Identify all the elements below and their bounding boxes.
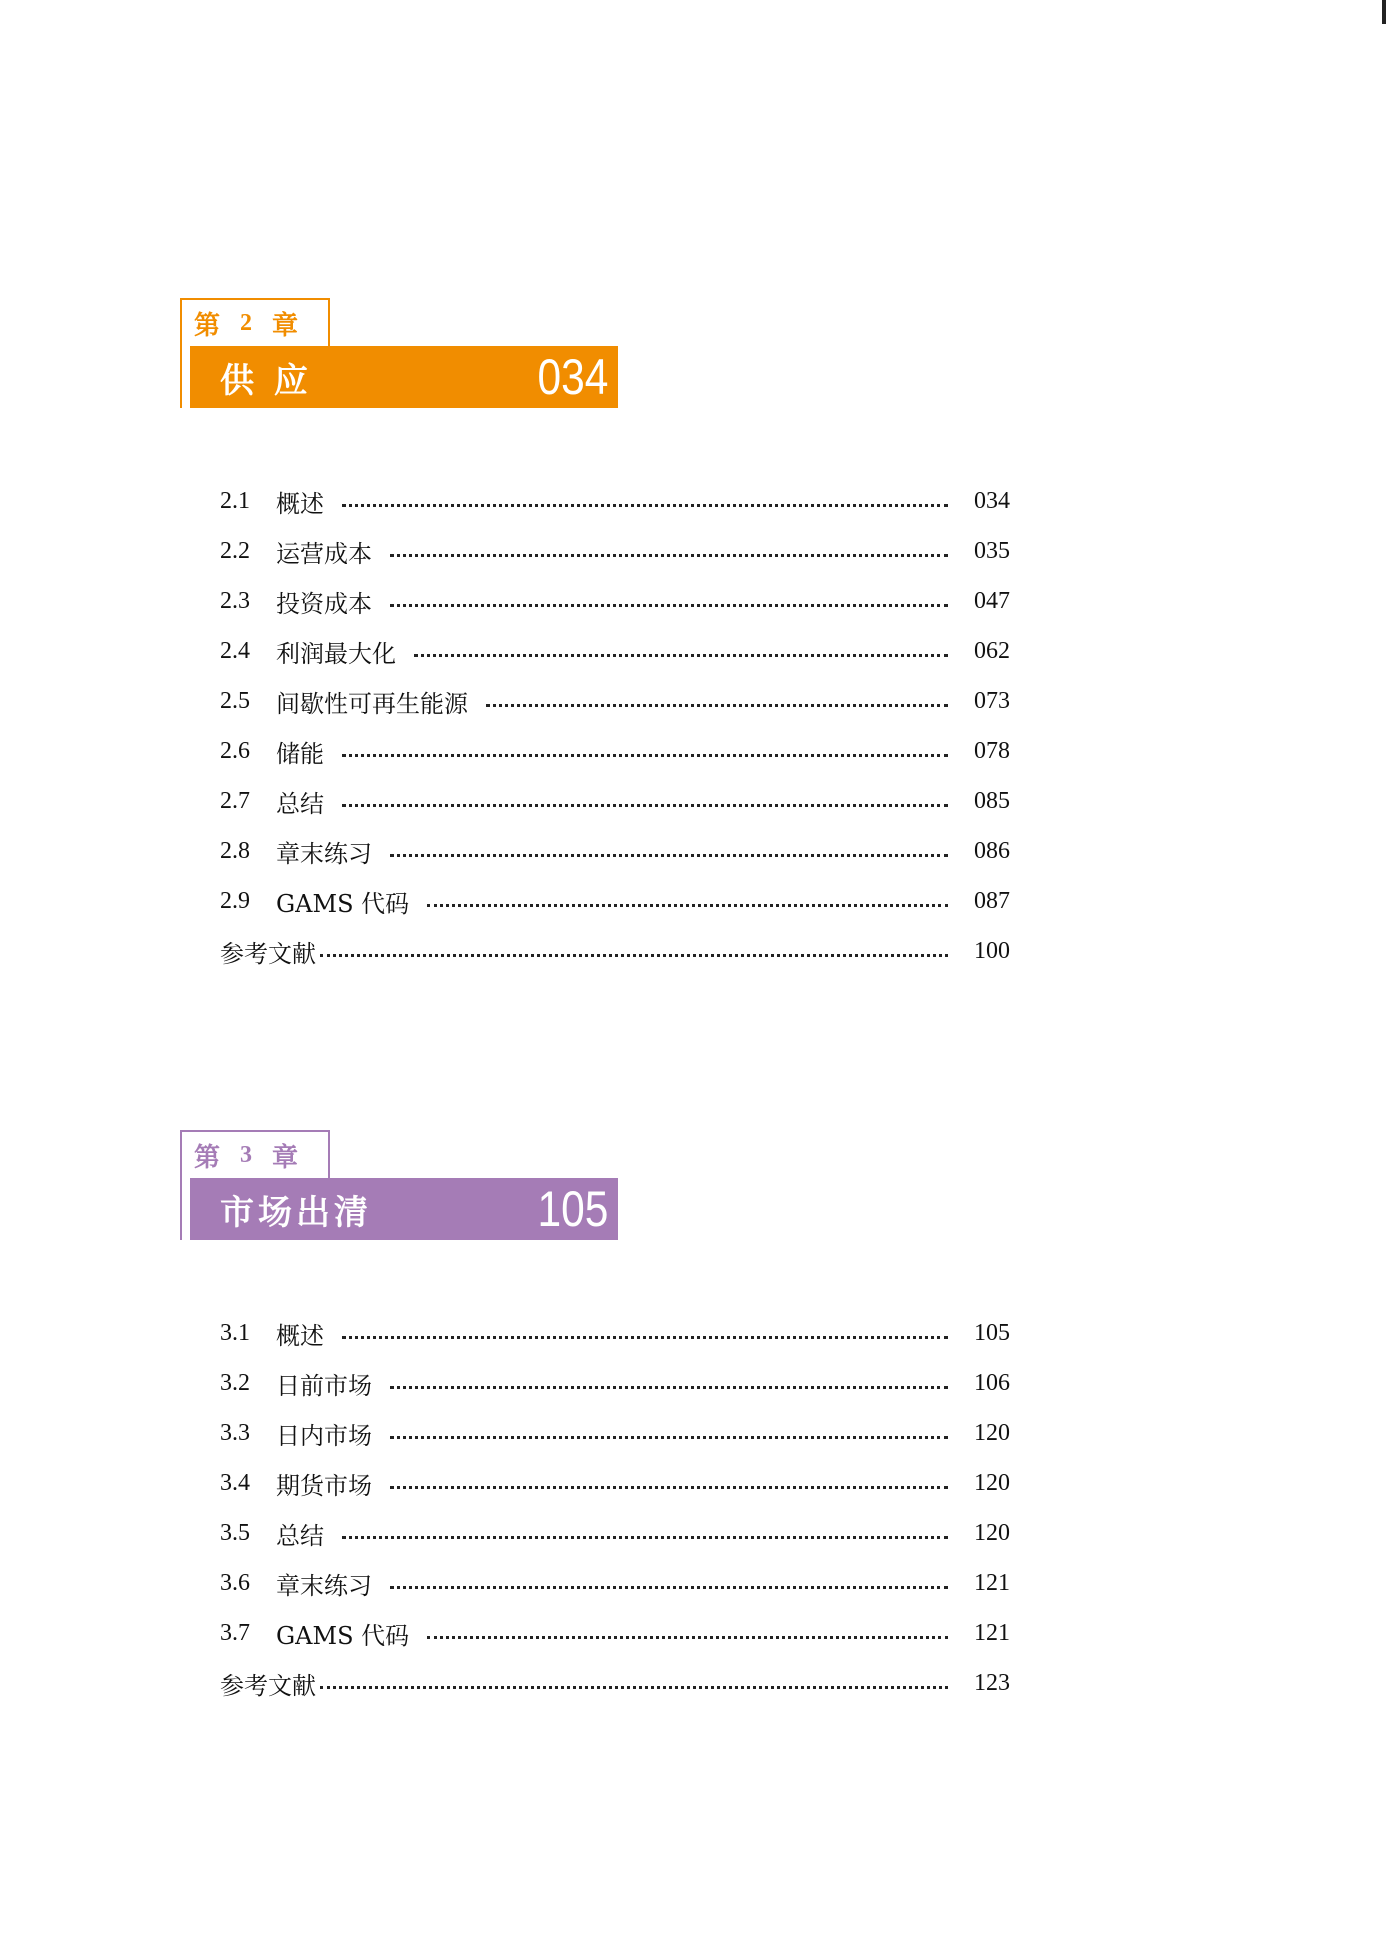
chapter-bar-corner [180, 1178, 190, 1240]
toc-entry[interactable] [220, 576, 1010, 626]
toc-entry-page: 121 [974, 1619, 1010, 1646]
toc-entry-page: 120 [974, 1419, 1010, 1446]
toc-entry[interactable] [220, 726, 1010, 776]
toc-entry[interactable] [220, 1408, 1010, 1458]
toc-entry-page: 062 [974, 637, 1010, 664]
chapter-label-number: 2 [240, 309, 255, 336]
chapter-3-toc [220, 1308, 1010, 1708]
toc-entry-page: 120 [974, 1519, 1010, 1546]
toc-entry[interactable] [220, 1608, 1010, 1658]
chapter-2-toc [220, 476, 1010, 976]
toc-entry-title: GAMS 代码 [276, 1621, 410, 1650]
chapter-title-bar [190, 1178, 618, 1240]
toc-entry[interactable] [220, 1458, 1010, 1508]
chapter-label-number: 3 [240, 1141, 255, 1168]
toc-entry-title: 日前市场 [276, 1371, 372, 1400]
toc-entry[interactable] [220, 1358, 1010, 1408]
toc-entry-number: 2.3 [220, 587, 250, 614]
toc-entry-title: 间歇性可再生能源 [276, 689, 468, 718]
toc-entry[interactable] [220, 526, 1010, 576]
toc-entry-number: 3.7 [220, 1619, 250, 1646]
toc-leader-dots [390, 604, 948, 607]
toc-entry-title: 概述 [276, 1321, 324, 1350]
toc-leader-dots [390, 1436, 948, 1439]
toc-leader-dots [342, 1336, 948, 1339]
toc-leader-dots [342, 804, 948, 807]
toc-entry-title: 利润最大化 [276, 639, 396, 668]
toc-entry[interactable] [220, 826, 1010, 876]
chapter-label-prefix: 第 [194, 310, 223, 341]
toc-entry-page: 034 [974, 487, 1010, 514]
toc-entry[interactable] [220, 476, 1010, 526]
toc-entry-number: 2.8 [220, 837, 250, 864]
toc-leader-dots [390, 1386, 948, 1389]
toc-leader-dots [342, 1536, 948, 1539]
toc-entry-page: 073 [974, 687, 1010, 714]
toc-entry-title: 章末练习 [276, 839, 372, 868]
chapter-title: 供 应 [220, 360, 312, 401]
chapter-page-number: 034 [537, 349, 608, 405]
toc-entry-page: 105 [974, 1319, 1010, 1346]
chapter-label [180, 1130, 330, 1178]
chapter-label [180, 298, 330, 346]
toc-references-title: 参考文献 [220, 1671, 316, 1700]
toc-entry-title: 运营成本 [276, 539, 372, 568]
toc-entry-number: 3.3 [220, 1419, 250, 1446]
toc-references-page: 123 [974, 1669, 1010, 1696]
toc-references[interactable] [220, 926, 1010, 976]
toc-leader-dots [320, 1686, 948, 1689]
toc-leader-dots [486, 704, 948, 707]
toc-leader-dots [427, 904, 948, 907]
toc-entry-page: 087 [974, 887, 1010, 914]
chapter-bar-corner [180, 346, 190, 408]
toc-leader-dots [390, 554, 948, 557]
toc-entry-page: 121 [974, 1569, 1010, 1596]
toc-entry[interactable] [220, 876, 1010, 926]
toc-entry-page: 085 [974, 787, 1010, 814]
toc-entry-number: 2.4 [220, 637, 250, 664]
toc-entry-title: 总结 [276, 1521, 324, 1550]
toc-references-title: 参考文献 [220, 939, 316, 968]
toc-entry-page: 106 [974, 1369, 1010, 1396]
toc-entry-page: 035 [974, 537, 1010, 564]
toc-leader-dots [390, 854, 948, 857]
toc-entry-page: 086 [974, 837, 1010, 864]
chapter-title-bar [190, 346, 618, 408]
toc-entry-title: 储能 [276, 739, 324, 768]
toc-entry-page: 078 [974, 737, 1010, 764]
toc-entry-number: 3.2 [220, 1369, 250, 1396]
toc-entry-title: 日内市场 [276, 1421, 372, 1450]
toc-entry-number: 2.2 [220, 537, 250, 564]
toc-leader-dots [390, 1586, 948, 1589]
toc-entry-number: 3.5 [220, 1519, 250, 1546]
toc-entry-title: 期货市场 [276, 1471, 372, 1500]
toc-leader-dots [427, 1636, 948, 1639]
toc-entry-title: 投资成本 [276, 589, 372, 618]
chapter-label-suffix: 章 [272, 1142, 301, 1173]
toc-entry-number: 2.9 [220, 887, 250, 914]
toc-leader-dots [320, 954, 948, 957]
toc-leader-dots [414, 654, 948, 657]
toc-entry-number: 3.4 [220, 1469, 250, 1496]
toc-entry[interactable] [220, 626, 1010, 676]
toc-entry[interactable] [220, 676, 1010, 726]
toc-references-page: 100 [974, 937, 1010, 964]
chapter-title: 市场出清 [220, 1192, 372, 1233]
toc-entry-number: 2.6 [220, 737, 250, 764]
toc-entry[interactable] [220, 1308, 1010, 1358]
toc-leader-dots [342, 504, 948, 507]
toc-entry-page: 120 [974, 1469, 1010, 1496]
toc-entry-title: 概述 [276, 489, 324, 518]
chapter-page-number: 105 [537, 1181, 608, 1237]
toc-entry-title: 总结 [276, 789, 324, 818]
toc-leader-dots [342, 754, 948, 757]
chapter-label-suffix: 章 [272, 310, 301, 341]
page-edge-mark [1382, 0, 1386, 24]
toc-entry-title: GAMS 代码 [276, 889, 410, 918]
toc-entry-number: 2.1 [220, 487, 250, 514]
toc-entry-title: 章末练习 [276, 1571, 372, 1600]
toc-leader-dots [390, 1486, 948, 1489]
toc-entry-number: 3.6 [220, 1569, 250, 1596]
toc-entry-number: 3.1 [220, 1319, 250, 1346]
toc-entry-number: 2.5 [220, 687, 250, 714]
toc-entry[interactable] [220, 1508, 1010, 1558]
chapter-label-prefix: 第 [194, 1142, 223, 1173]
toc-entry[interactable] [220, 1558, 1010, 1608]
toc-entry[interactable] [220, 776, 1010, 826]
toc-entry-page: 047 [974, 587, 1010, 614]
toc-entry-number: 2.7 [220, 787, 250, 814]
toc-references[interactable] [220, 1658, 1010, 1708]
